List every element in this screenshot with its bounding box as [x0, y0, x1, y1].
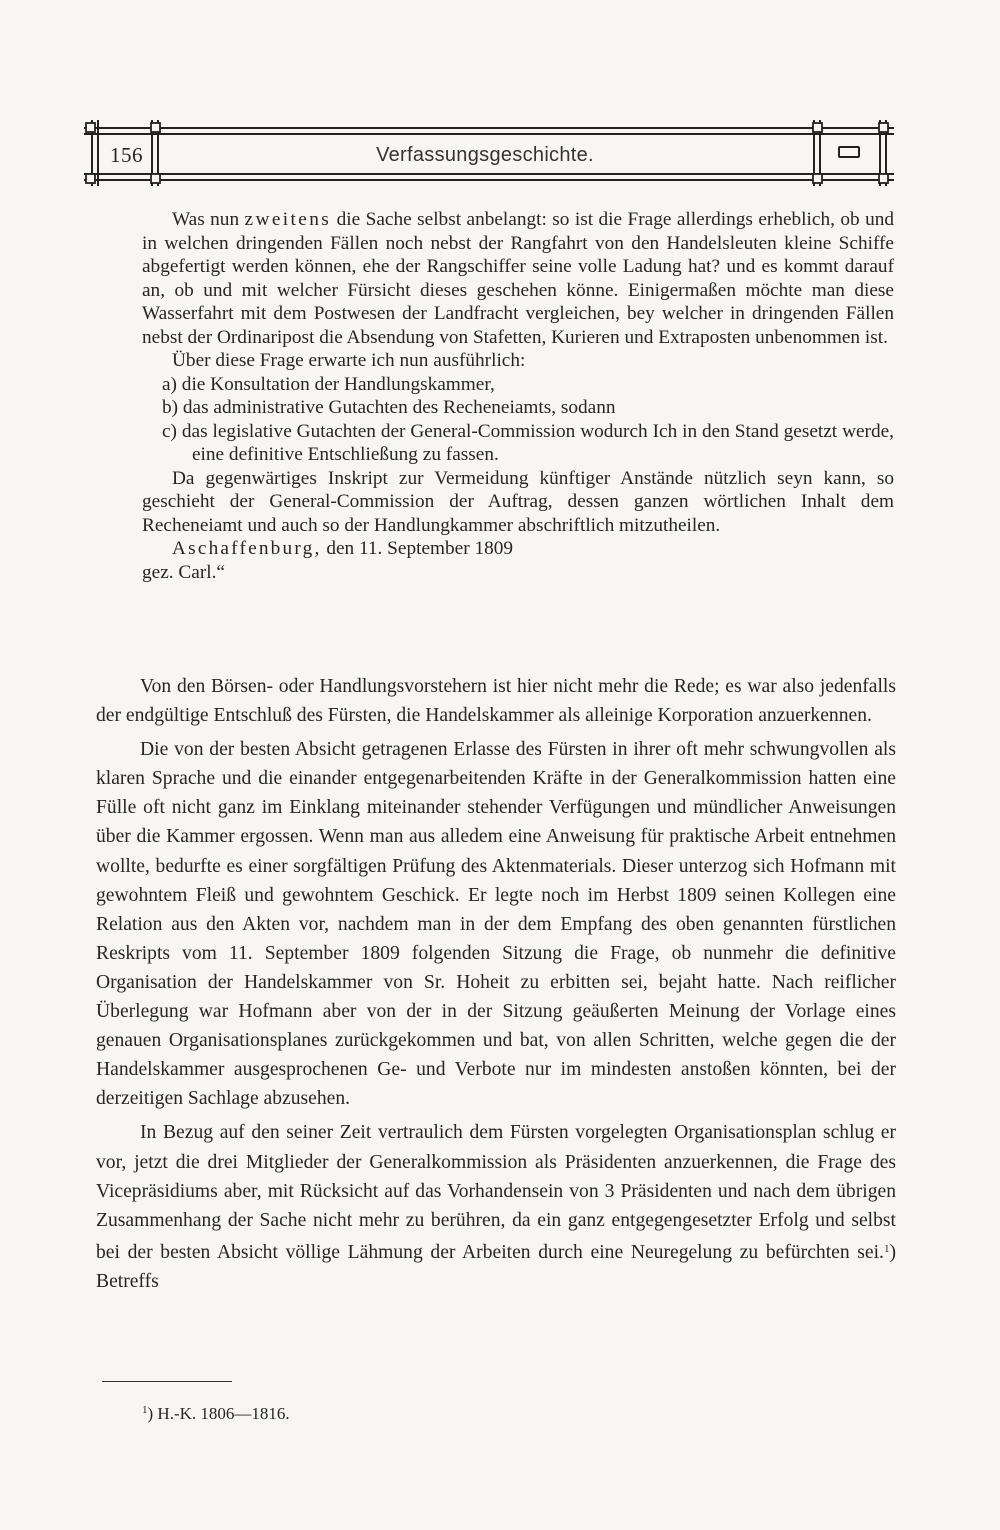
body-paragraph: Die von der besten Absicht getragenen Erlasse des Fürsten in ihrer oft mehr schwungvollen als klaren Sprache und die einander entgegenarbeitenden Kräfte in der Generalkommission hatten eine Fülle oft nicht ganz im Einklang miteinander stehender Verfügungen und mündlicher Anweisungen über die Kammer ergossen. Wenn man aus alledem eine Anweisung für praktische Arbeit entnehmen wollte, bedurfte es einer sorgfältigen Prüfung des Aktenmaterials. Dieser unterzog sich Hofmann mit gewohntem Fleiß und gewohntem Geschick. Er legte noch im Herbst 1809 seinen Kollegen eine Relation aus den Akten vor, nachdem man in der dem Empfang des oben genannten fürstlichen Reskripts vom 11. September 1809 folgenden Sitzung die Frage, ob nunmehr die definitive Organisation der Handelskammer von Sr. Hoheit zu erbitten sei, bejaht hatte. Nach reiflicher Überlegung war Hofmann aber von der in der Sitzung geäußerten Meinung der Vorlage eines genauen Organisationsplanes zurückgekommen und bat, von allen Schritten, welche gegen die der Handelskammer ausgesprochenen Ge- und Verbote nur im mindesten anstoßen könnten, bei der derzeitigen Sachlage abzusehen.	[96, 739, 896, 1110]
page-number: 156	[110, 143, 143, 167]
body-paragraph: In Bezug auf den seiner Zeit vertraulich dem Fürsten vorgelegten Organisationsplan schlug er vor, jetzt die drei Mitglieder der Generalkommission als Präsidenten anzuerkennen, die Frage des Vicepräsidiums aber, mit Rücksicht auf das Vorhandensein von 3 Präsidenten und nach dem übrigen Zusammenhang der Sache nicht mehr zu berühren, da ein ganz entgegengesetzter Erfolg und selbst bei der besten Absicht völlige Lähmung der Arbeiten durch eine Neuregelung zu befürchten sei.$^1$) Betreffs	[96, 1122, 896, 1292]
footnote-reference: 1	[883, 1242, 890, 1255]
footnote-mark: 1	[142, 1404, 148, 1416]
date: den 11. September 1809	[321, 538, 514, 559]
running-title: Verfassungsgeschichte.	[376, 144, 594, 166]
footnote-text: ) H.-K. 1806—1816.	[147, 1404, 290, 1423]
footnote-rule	[102, 1381, 232, 1382]
body-paragraph: Von den Börsen- oder Handlungsvorstehern ist hier nicht mehr die Rede; es war also jedenfalls der endgültige Entschluß des Fürsten, die Handelskammer als alleinige Korporation anzuerkennen.	[96, 676, 896, 727]
spaced-word: zweitens	[244, 209, 332, 230]
place-name: Aschaffenburg,	[172, 538, 322, 559]
quote-paragraph: Über diese Frage erwarte ich nun ausführlich:	[172, 350, 526, 371]
list-item: c) das legislative Gutachten der General-Commission wodurch Ich in den Stand gesetzt werde, eine definitive Entschließung zu fassen.	[162, 420, 894, 465]
signature: gez. Carl.“	[142, 561, 225, 583]
place-date-line	[142, 537, 894, 561]
header-ornament-icon	[838, 146, 860, 158]
footnote	[142, 1404, 290, 1424]
main-text	[96, 672, 896, 1296]
list-item: a) die Konsultation der Handlungskammer,	[162, 373, 495, 395]
quote-paragraph: Was nun zweitens die Sache selbst anbelangt: so ist die Frage allerdings erheblich, ob und in welchen dringenden Fällen noch nebst der Rangfahrt von den Handelsleuten kleine Schiffe abgefertigt werden können, ehe der Rangschiffer seine volle Ladung hat? und es kommt darauf an, ob und mit welcher Fürsicht dieses geschehen könne. Einigermaßen möchte man diese Wasserfahrt mit dem Postwesen der Landfracht vergleichen, bey welcher in dringenden Fällen nebst der Ordinaripost die Absendung von Stafetten, Kurieren und Extraposten unbenommen ist.	[142, 209, 894, 348]
quoted-decree	[142, 208, 894, 584]
quote-paragraph: Da gegenwärtiges Inskript zur Vermeidung künftiger Anstände nützlich seyn kann, so geschieht der General-Commission der Auftrag, dessen ganzen wörtlichen Inhalt dem Recheneiamt und auch so der Handlungkammer abschriftlich mitzutheilen.	[142, 467, 894, 536]
list-item: b) das administrative Gutachten des Recheneiamts, sodann	[162, 397, 616, 418]
